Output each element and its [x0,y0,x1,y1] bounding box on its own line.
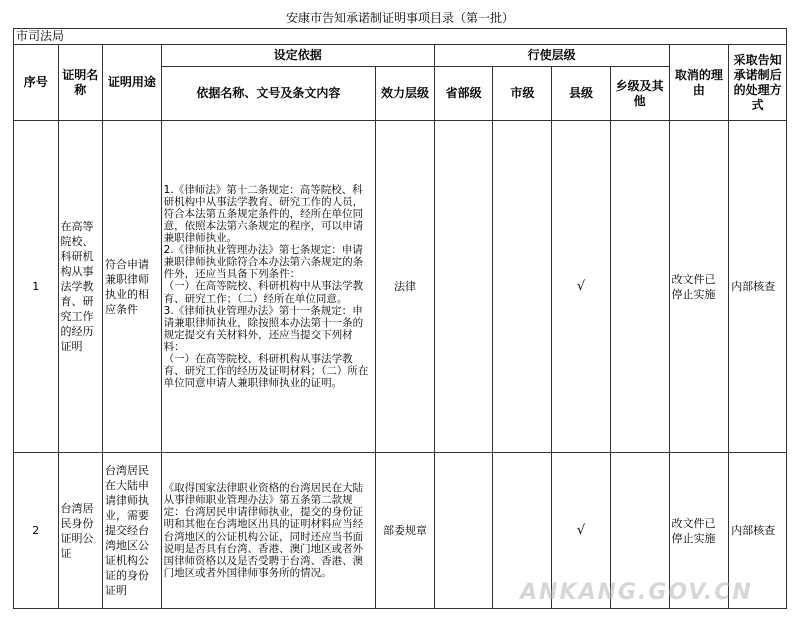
row-handling: 内部核查 [729,121,787,453]
row-cert-name: 在高等院校、科研机构从事法学教育、研究工作的经历证明 [58,121,103,453]
header-seq: 序号 [14,45,59,121]
row-cert-name: 台湾居民身份证明公证 [58,453,103,609]
row-cancel-reason: 改文件已停止实施 [669,121,729,453]
header-township: 乡级及其他 [610,67,669,121]
page-title: 安康市告知承诺制证明事项目录（第一批） [285,11,514,25]
header-basis-group: 设定依据 [161,45,434,67]
row-seq: 2 [14,453,59,609]
row-basis-content [161,453,375,609]
department-row [14,29,787,45]
row-handling: 内部核查 [729,453,787,609]
department-label: 市司法局 [14,29,787,45]
header-cert-name: 证明名称 [58,45,103,121]
row-provincial [434,121,493,453]
row-cancel-reason: 改文件已停止实施 [669,453,729,609]
basis-paragraph: 《取得国家法律职业资格的台湾居民在大陆从事律师职业管理办法》第五条第二款规定：台湾居民申请律师执业，提交的身份证明和其他在台湾地区出具的证明材料应当经台湾地区的公证机构公证，同时还应当书面说明是否具有台湾、香港、澳门地区或者外国律师资格以及是否受聘于台湾、香港、澳门地区或者外国律师事务所的情况。 [163,482,364,579]
table-row [14,121,787,453]
row-provincial [434,453,493,609]
basis-paragraph: （一）在高等院校、科研机构从事法学教育、研究工作的经历及证明材料；（二）所在单位同意申请人兼职律师执业的证明。 [163,353,369,390]
row-cert-use: 符合申请兼职律师执业的相应条件 [103,121,162,453]
row-basis-level: 法律 [376,121,435,453]
row-county-check: √ [552,121,611,453]
row-cert-use: 台湾居民在大陆申请律师执业，需要提交经台湾地区公证机构公证的身份证明 [103,453,162,609]
basis-paragraph: 1.《律师法》第十二条规定：高等院校、科研机构中从事法学教育、研究工作的人员，符合本法第五条规定条件的，经所在单位同意，依照本法第六条规定的程序，可以申请兼职律师执业。 [163,183,364,245]
header-county: 县级 [552,67,611,121]
header-basis-content: 依据名称、文号及条文内容 [161,67,375,121]
basis-paragraph: （一）在高等院校、科研机构中从事法学教育、研究工作；（二）经所在单位同意。 [163,280,364,305]
header-handling: 采取告知承诺制后的处理方式 [729,45,787,121]
site-watermark: ANKANG.GOV.CN [520,580,753,605]
certificate-table [13,28,787,609]
row-basis-level: 部委规章 [376,453,435,609]
header-exercise-group: 行使层级 [434,45,669,67]
basis-paragraph: 2.《律师执业管理办法》第七条规定：申请兼职律师执业除符合本办法第六条规定的条件外，还应当具备下列条件： [163,244,364,281]
header-row-1 [14,45,787,67]
basis-paragraph: 3.《律师执业管理办法》第十一条规定：申请兼职律师执业，除按照本办法第十一条的规定提交有关材料外，还应当提交下列材料： [163,304,364,353]
header-cancel-reason: 取消的理由 [669,45,729,121]
row-seq: 1 [14,121,59,453]
header-cert-use: 证明用途 [103,45,162,121]
header-provincial: 省部级 [434,67,493,121]
row-county-check: √ [552,453,611,609]
row-basis-content [161,121,375,453]
row-township [610,121,669,453]
header-basis-level: 效力层级 [376,67,435,121]
row-city [493,121,552,453]
header-city: 市级 [493,67,552,121]
